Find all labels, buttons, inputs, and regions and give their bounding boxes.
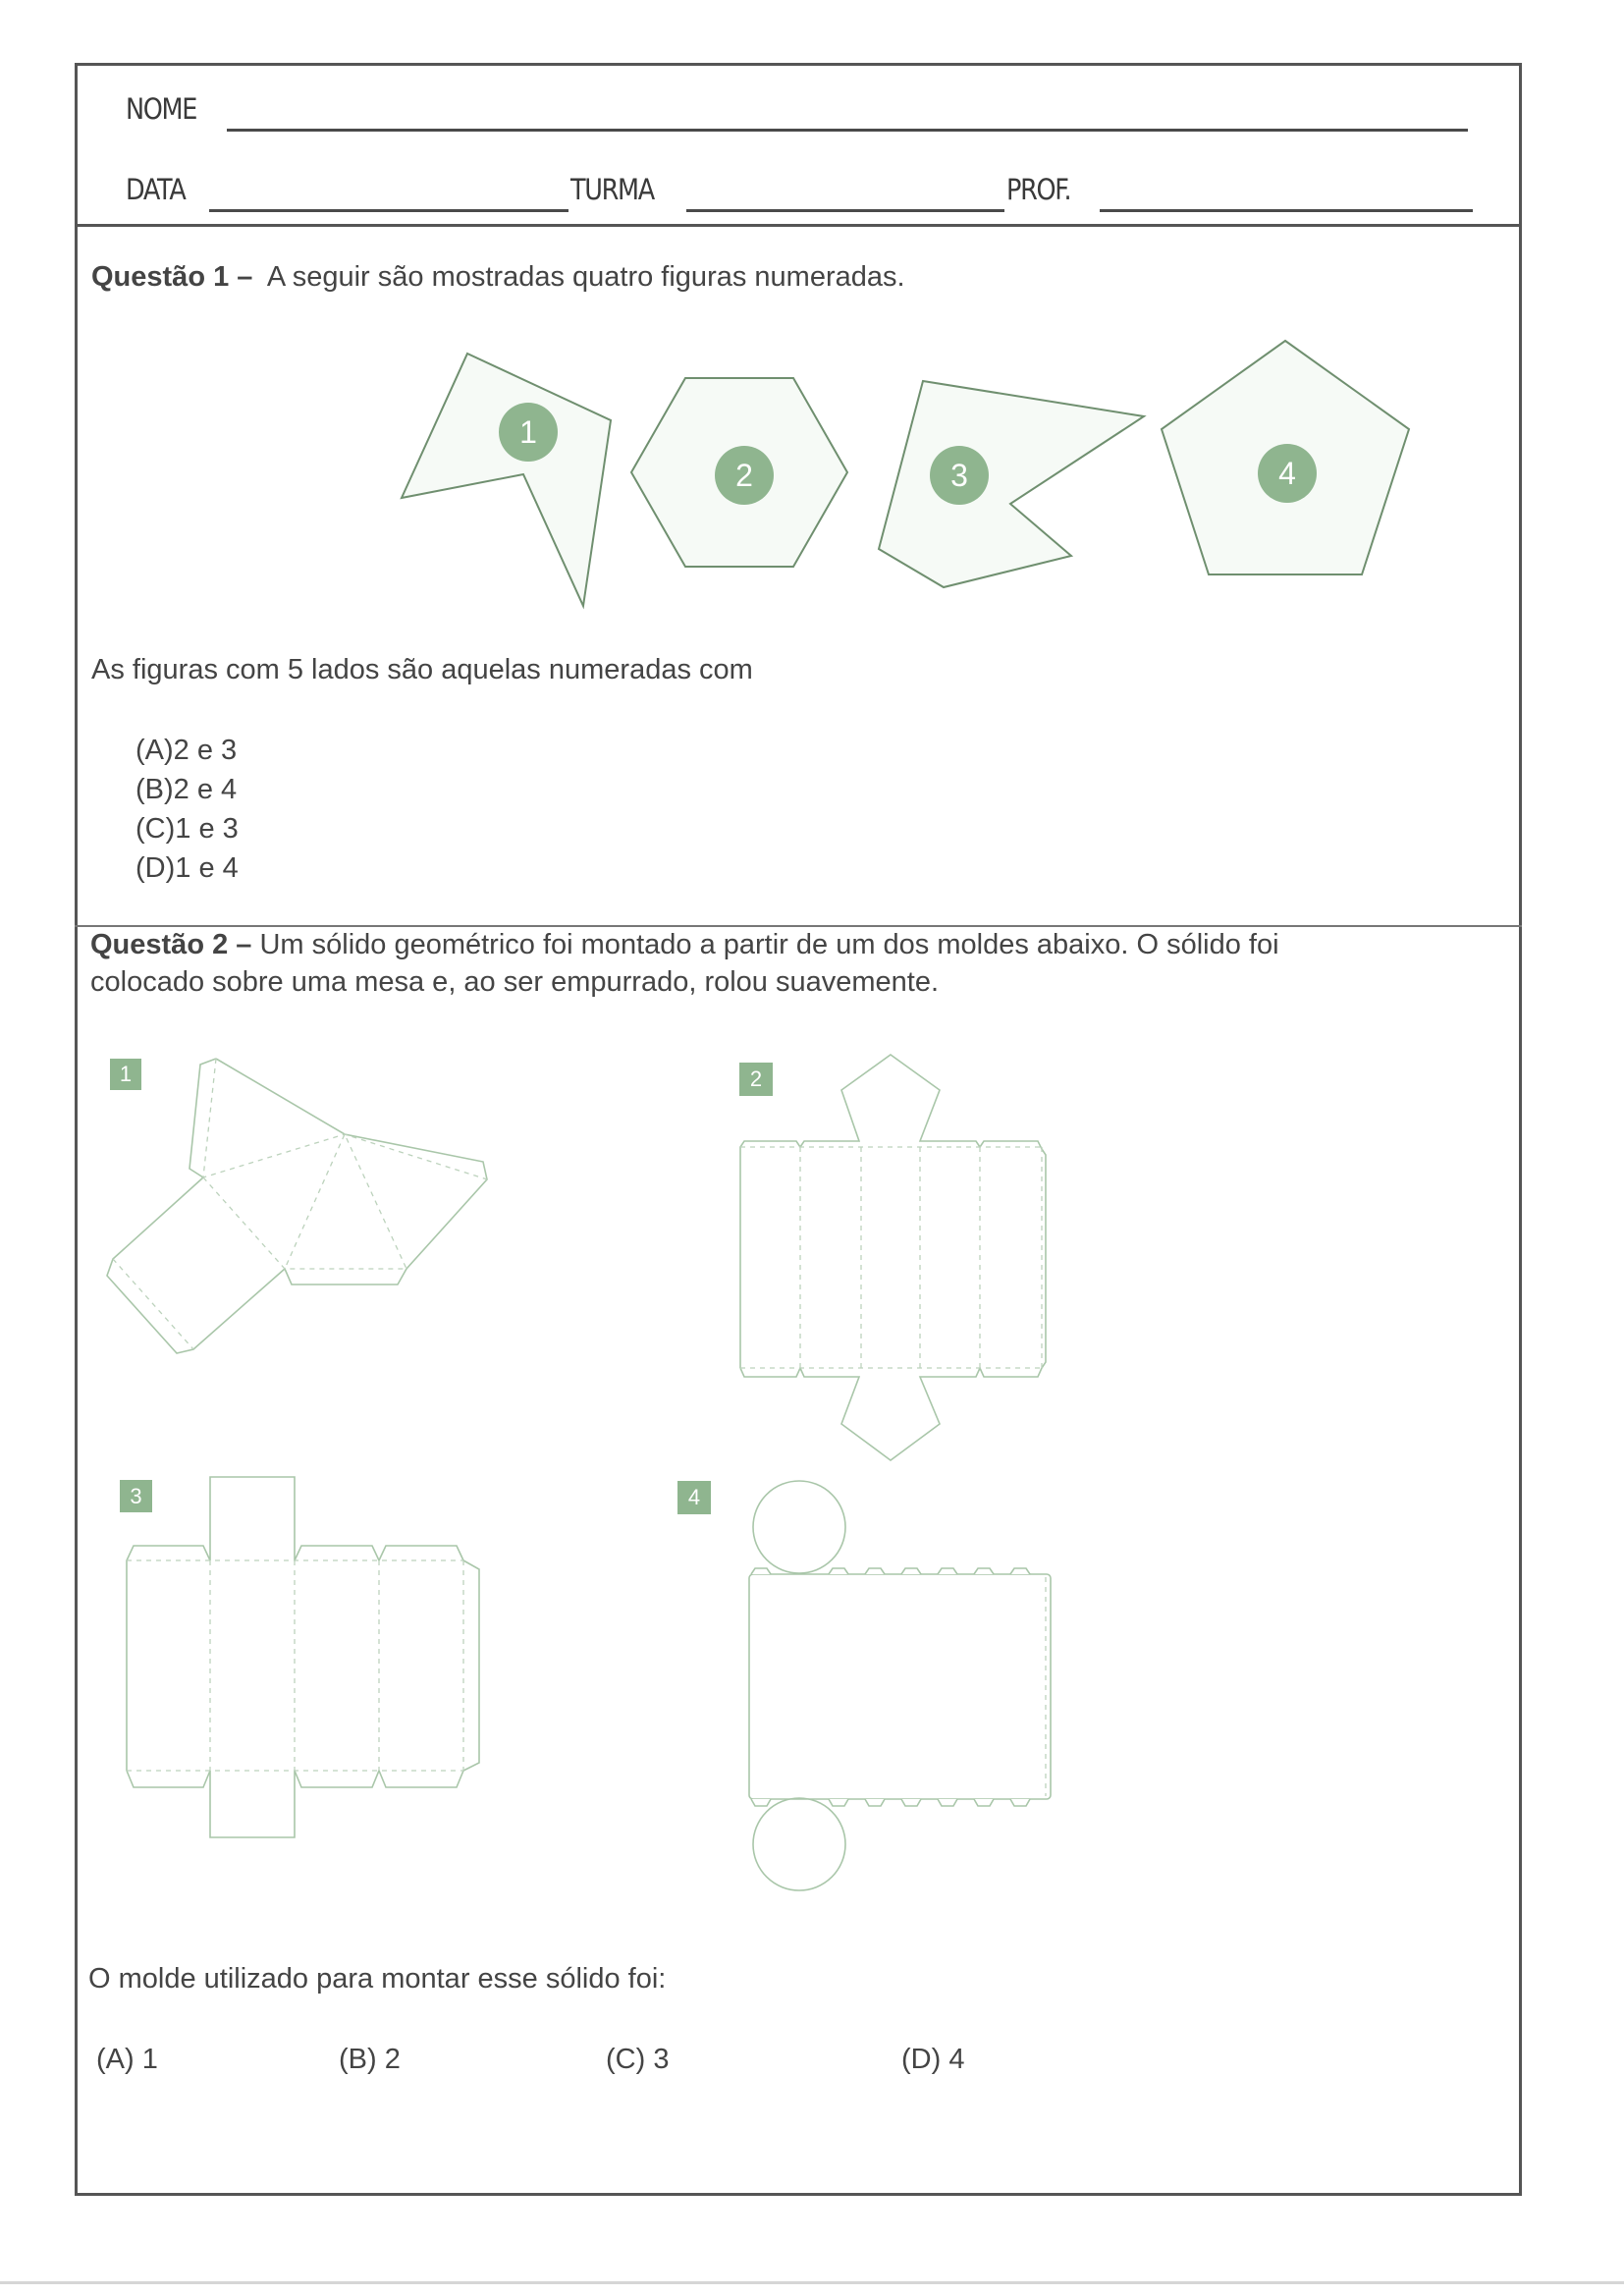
- question1-option-b[interactable]: (B)2 e 4: [135, 774, 238, 805]
- figure-3-label: 3: [950, 458, 968, 493]
- question2-prompt-line1: Um sólido geométrico foi montado a partir de um dos moldes abaixo. O sólido foi: [259, 929, 1279, 960]
- page-bottom-edge: [0, 2281, 1624, 2284]
- figure-4-label: 4: [1278, 456, 1296, 491]
- name-label: NOME: [126, 92, 197, 126]
- net-3-rectangular-prism: [127, 1477, 479, 1837]
- net-3-badge: 3: [120, 1480, 152, 1512]
- question2-number: Questão 2 –: [90, 929, 252, 960]
- date-label: DATA: [126, 173, 186, 206]
- teacher-label: PROF.: [1006, 173, 1071, 206]
- net-4-badge: 4: [677, 1481, 711, 1514]
- question1-option-a[interactable]: (A)2 e 3: [135, 735, 238, 766]
- net-4-cylinder: [749, 1481, 1051, 1890]
- question1-option-d[interactable]: (D)1 e 4: [135, 852, 239, 884]
- question1-number: Questão 1 –: [91, 261, 253, 293]
- class-label: TURMA: [570, 173, 654, 206]
- net-1-square-pyramid: [107, 1059, 487, 1353]
- figure-1-label: 1: [519, 414, 537, 450]
- figure-2-label: 2: [735, 458, 753, 493]
- figure-3-shape: [879, 381, 1144, 587]
- question2-option-d[interactable]: (D) 4: [901, 2044, 965, 2075]
- question1-option-c[interactable]: (C)1 e 3: [135, 813, 239, 845]
- net-2-pentagonal-prism: [740, 1055, 1046, 1460]
- question2-heading: [90, 929, 1279, 961]
- question2-text: O molde utilizado para montar esse sólido foi:: [88, 1963, 667, 1995]
- question1-figures: [402, 341, 1409, 606]
- net-2-badge: 2: [739, 1063, 773, 1096]
- question2-option-c[interactable]: (C) 3: [606, 2044, 670, 2075]
- question2-option-a[interactable]: (A) 1: [96, 2044, 158, 2075]
- question1-prompt: A seguir são mostradas quatro figuras numeradas.: [266, 261, 905, 293]
- question2-option-b[interactable]: (B) 2: [339, 2044, 401, 2075]
- question2-prompt-line2: colocado sobre uma mesa e, ao ser empurrado, rolou suavemente.: [90, 966, 940, 998]
- question1-text: As figuras com 5 lados são aquelas numeradas com: [91, 654, 753, 685]
- net-1-badge: 1: [110, 1059, 141, 1090]
- figure-1-shape: [402, 354, 611, 606]
